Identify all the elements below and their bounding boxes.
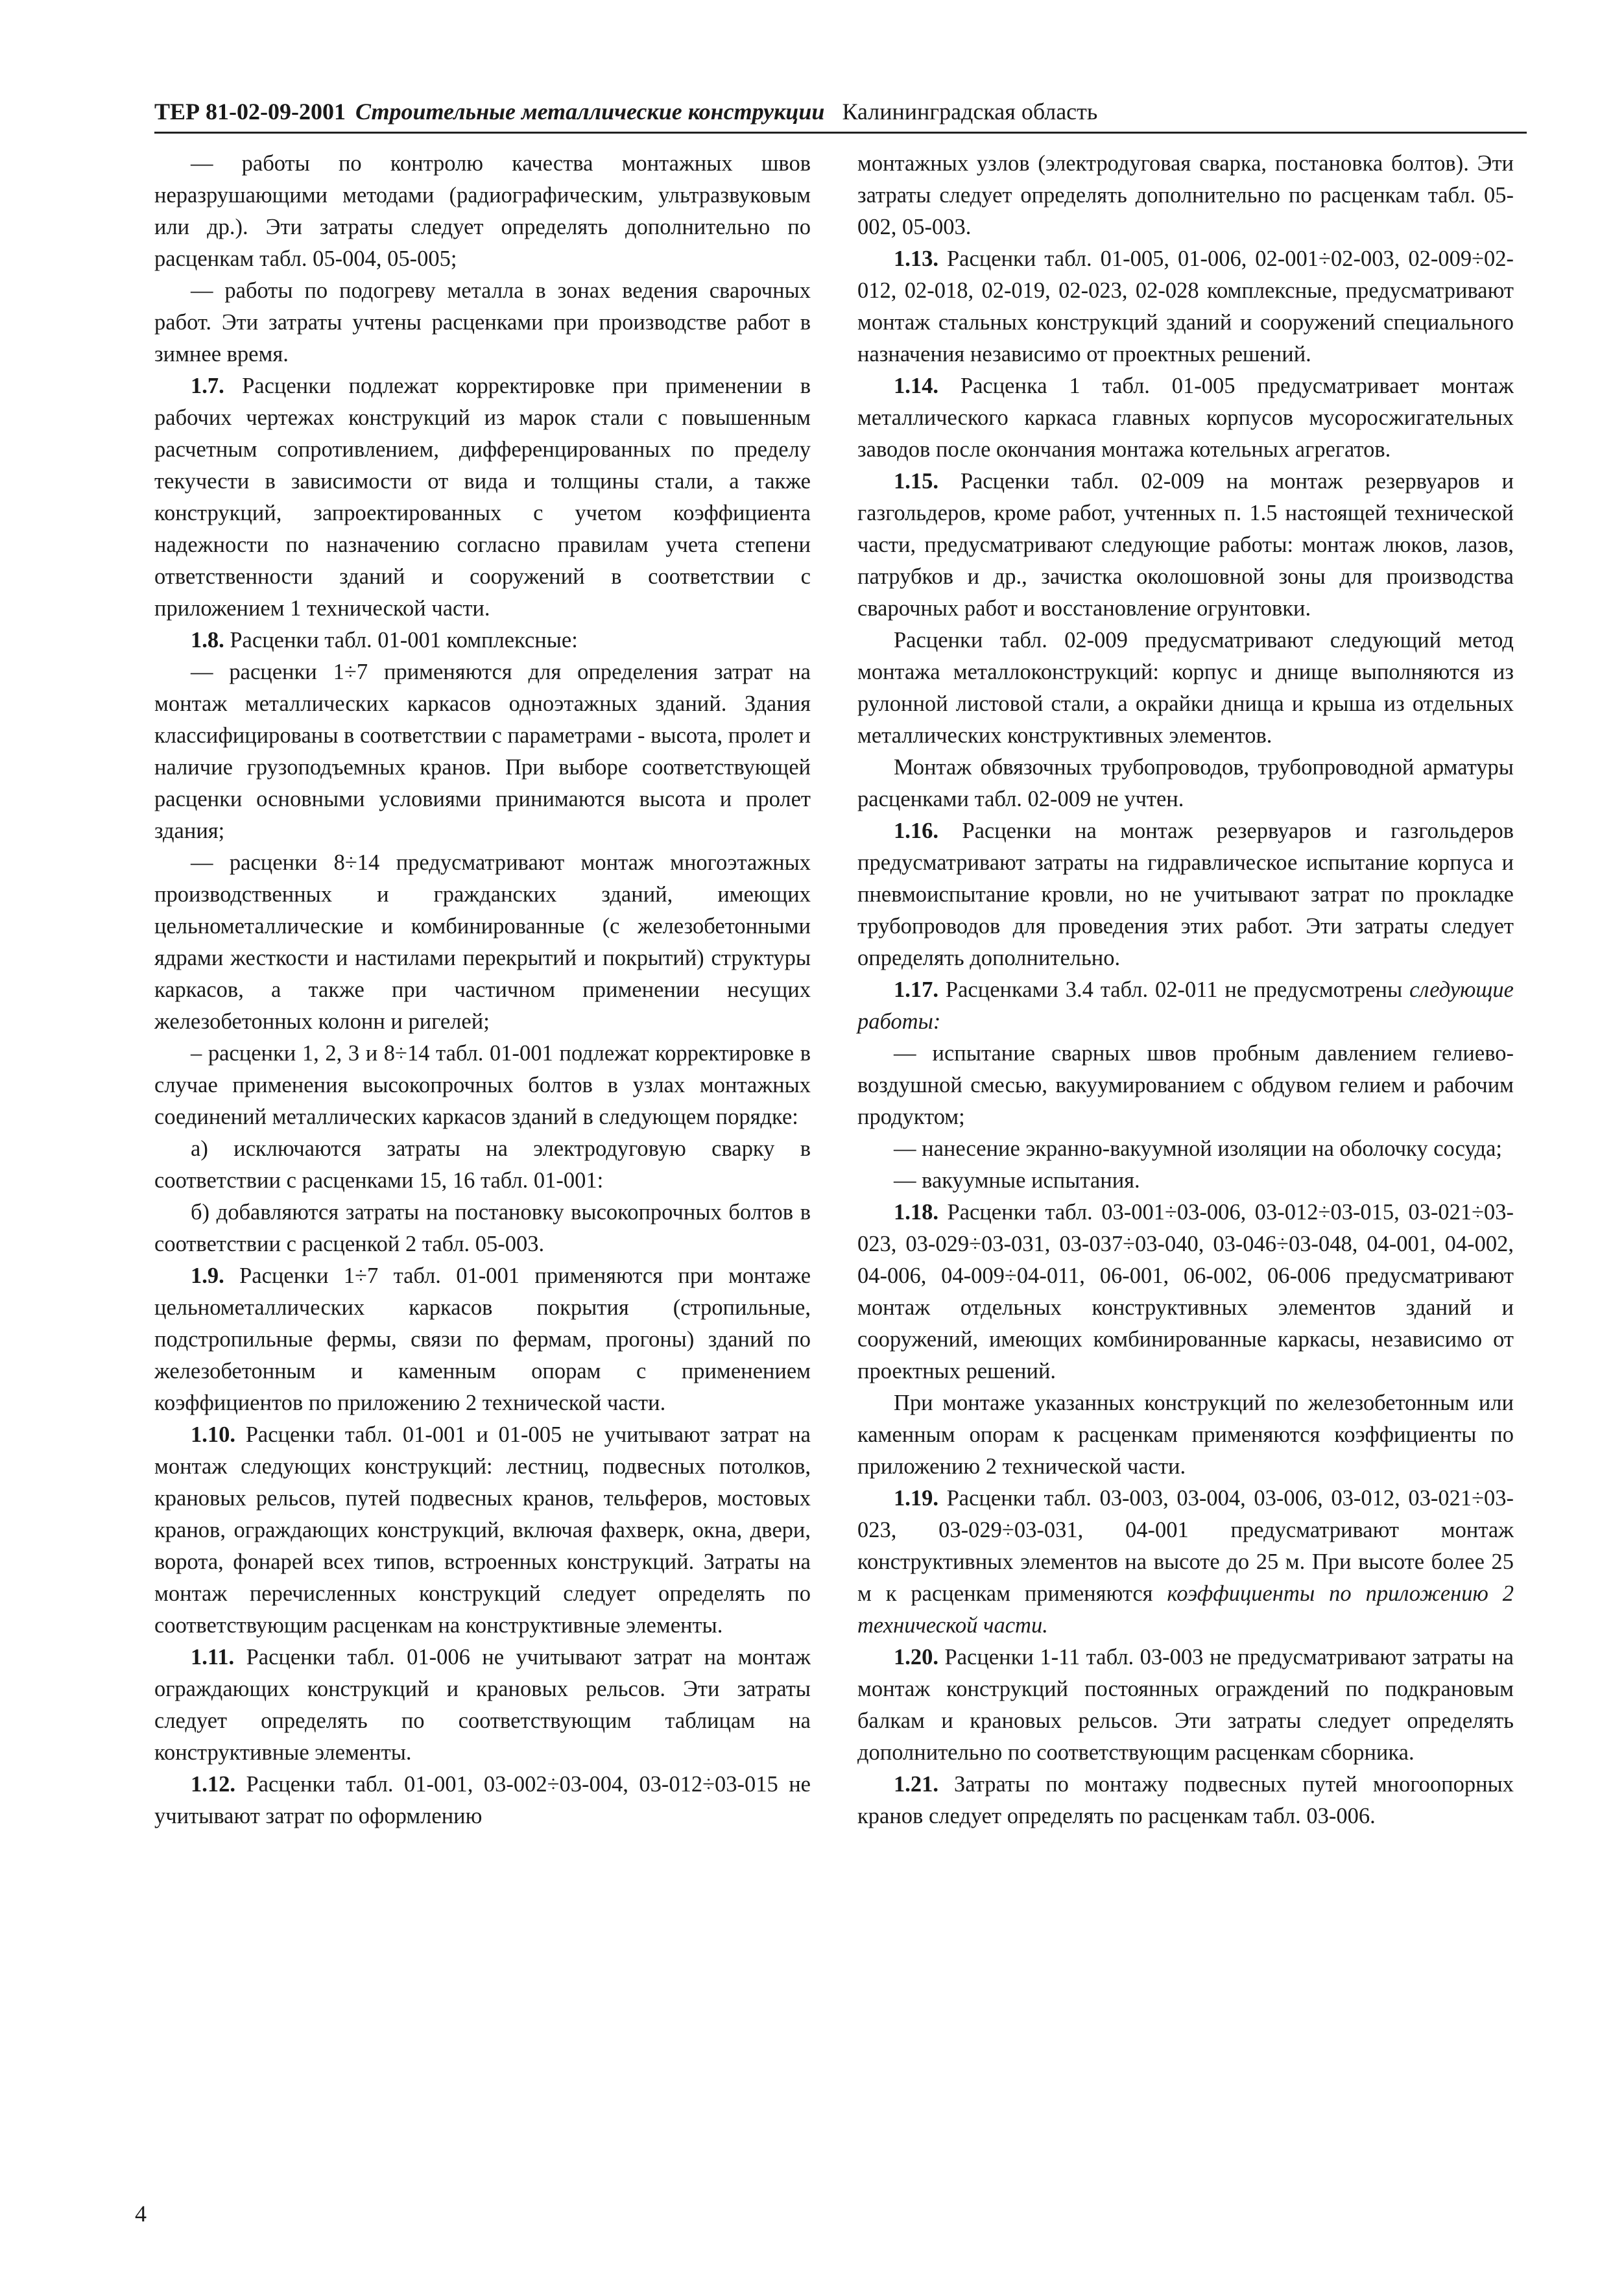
paragraph-text: Расценка 1 табл. 01-005 предусматривает монтаж металлического каркаса главных корпусов мусоросжигательных заводов после окончания монтажа котельных агрегатов. [857,374,1514,462]
clause-number: 1.17. [894,977,938,1002]
paragraph [857,815,1514,974]
paragraph [154,1769,811,1832]
clause-number: 1.16. [894,819,938,843]
paragraph [857,1642,1514,1769]
paragraph-text: При монтаже указанных конструкций по железобетонным или каменным опорам к расценкам применяются коэффициенты по приложению 2 технической части. [857,1391,1514,1479]
clause-number: 1.20. [894,1645,938,1669]
paragraph [154,656,811,847]
clause-number: 1.18. [894,1200,938,1225]
paragraph-text: Расценки табл. 03-001÷03-006, 03-012÷03-015, 03-021÷03-023, 03-029÷03-031, 03-037÷03-040, 03-046÷03-048, 04-001, 04-002, 04-006, 04-009÷04-011, 06-001, 06-002, 06-006 предусматривают монтаж отдельных конструктивных элементов зданий и сооружений, имеющих комбинированные каркасы, независимо от проектных решений. [857,1200,1514,1383]
paragraph-text: Расценки табл. 03-003, 03-004, 03-006, 03-012, 03-021÷03-023, 03-029÷03-031, 04-001 предусматривают монтаж конструктивных элементов на высоте до 25 м. При высоте более 25 м к расценкам применяются [857,1486,1514,1606]
paragraph-text: — испытание сварных швов пробным давлением гелиево-воздушной смесью, вакуумированием с обдувом гелием и рабочим продуктом; [857,1041,1514,1129]
paragraph [857,243,1514,370]
paragraph-text: Расценки табл. 01-001 комплексные: [230,628,578,652]
page-number: 4 [135,2201,147,2227]
paragraph [857,1483,1514,1642]
paragraph-text: – расценки 1, 2, 3 и 8÷14 табл. 01-001 подлежат корректировке в случае применения высокопрочных болтов в узлах монтажных соединений металлических каркасов зданий в следующем порядке: [154,1041,811,1129]
paragraph-text: Монтаж обвязочных трубопроводов, трубопроводной арматуры расценками табл. 02-009 не учтен. [857,755,1514,811]
paragraph-text: монтажных узлов (электродуговая сварка, постановка болтов). Эти затраты следует определять дополнительно по расценкам табл. 05-002, 05-003. [857,151,1514,239]
paragraph [857,974,1514,1038]
paragraph-text: — вакуумные испытания. [894,1168,1140,1193]
clause-number: 1.13. [894,246,938,271]
paragraph [154,1260,811,1419]
paragraph-text: б) добавляются затраты на постановку высокопрочных болтов в соответствии с расценкой 2 табл. 05-003. [154,1200,811,1256]
clause-number: 1.14. [894,374,938,398]
document-code: ТЕР 81-02-09-2001 [154,99,346,125]
paragraph-text: Расценки 1-11 табл. 03-003 не предусматривают затраты на монтаж конструкций постоянных ограждений по подкрановым балкам и крановых рельсов. Эти затраты следует определять дополнительно по соответствующим расценкам сборника. [857,1645,1514,1765]
italic-text: следующие работы: [857,977,1514,1034]
running-header [154,96,1527,127]
paragraph [154,370,811,625]
paragraph-text: Расценки табл. 01-001, 03-002÷03-004, 03-012÷03-015 не учитывают затрат по оформлению [154,1772,811,1828]
paragraph-text: — расценки 8÷14 предусматривают монтаж многоэтажных производственных и гражданских зданий, имеющих цельнометаллические и комбинированные (с железобетонными ядрами жесткости и настилами перекрытий и покрытий) структуры каркасов, а также при частичном применении несущих железобетонных колонн и ригелей; [154,850,811,1034]
left-column [154,148,811,1832]
paragraph [154,625,811,656]
clause-number: 1.12. [191,1772,235,1797]
paragraph-text: — работы по контролю качества монтажных швов неразрушающими методами (радиографическим, ультразвуковым или др.). Эти затраты следует определять дополнительно по расценкам табл. 05-004, 05-005; [154,151,811,271]
italic-text: коэффициенты по приложению 2 технической части. [857,1581,1514,1638]
paragraph [154,1419,811,1642]
clause-number: 1.7. [191,374,224,398]
paragraph [857,1133,1514,1165]
paragraph [857,1197,1514,1387]
paragraph [154,1133,811,1197]
paragraph-text: — расценки 1÷7 применяются для определения затрат на монтаж металлических каркасов одноэтажных зданий. Здания классифицированы в соответствии с параметрами - высота, пролет и наличие грузоподъемных кранов. При выборе соответствующей расценки основными условиями принимаются высота и пролет здания; [154,660,811,843]
paragraph-text: — работы по подогреву металла в зонах ведения сварочных работ. Эти затраты учтены расценками при производстве работ в зимнее время. [154,278,811,366]
paragraph-text: а) исключаются затраты на электродуговую сварку в соответствии с расценками 15, 16 табл. 01-001: [154,1136,811,1193]
paragraph [154,847,811,1038]
header-rule [154,132,1527,134]
paragraph-text: Расценки табл. 01-001 и 01-005 не учитывают затрат на монтаж следующих конструкций: лестниц, подвесных потолков, крановых рельсов, путей подвесных кранов, тельферов, мостовых кранов, ограждающих конструкций, включая фахверк, окна, двери, ворота, фонарей всех типов, встроенных конструкций. Затраты на монтаж перечисленных конструкций следует определять по соответствующим расценкам на конструктивные элементы. [154,1422,811,1638]
clause-number: 1.21. [894,1772,938,1797]
clause-number: 1.11. [191,1645,235,1669]
paragraph [857,752,1514,815]
paragraph-text: — нанесение экранно-вакуумной изоляции на оболочку сосуда; [894,1136,1503,1161]
paragraph [857,466,1514,625]
paragraph [857,1387,1514,1483]
paragraph [154,1038,811,1133]
paragraph-text: Расценки табл. 01-006 не учитывают затрат на монтаж ограждающих конструкций и крановых рельсов. Эти затраты следует определять по соответствующим таблицам на конструктивные элементы. [154,1645,811,1765]
paragraph-text: Расценки подлежат корректировке при применении в рабочих чертежах конструкций из марок стали с повышенным расчетным сопротивлением, дифференцированных по пределу текучести в зависимости от вида и толщины стали, а также конструкций, запроектированных с учетом коэффициента надежности по назначению согласно правилам учета степени ответственности зданий и сооружений в соответствии с приложением 1 технической части. [154,374,811,621]
paragraph [857,370,1514,466]
paragraph [154,1642,811,1769]
paragraph-text: Расценками 3.4 табл. 02-011 не предусмотрены [945,977,1403,1002]
paragraph-text: Расценки табл. 02-009 предусматривают следующий метод монтажа металлоконструкций: корпус и днище выполняются из рулонной листовой стали, а окрайки днища и крыша из отдельных металлических конструктивных элементов. [857,628,1514,748]
paragraph-text: Расценки табл. 01-005, 01-006, 02-001÷02-003, 02-009÷02-012, 02-018, 02-019, 02-023, 02-028 комплексные, предусматривают монтаж стальных конструкций зданий и сооружений специального назначения независимо от проектных решений. [857,246,1514,366]
paragraph-text: Расценки 1÷7 табл. 01-001 применяются при монтаже цельнометаллических каркасов покрытия (стропильные, подстропильные фермы, связи по фермам, прогоны) зданий по железобетонным и каменным опорам с применением коэффициентов по приложению 2 технической части. [154,1263,811,1415]
paragraph-text: Расценки на монтаж резервуаров и газгольдеров предусматривают затраты на гидравлическое испытание корпуса и пневмоиспытание кровли, но не учитывают затрат по прокладке трубопроводов для проведения этих работ. Эти затраты следует определять дополнительно. [857,819,1514,970]
paragraph [154,148,811,275]
paragraph [857,148,1514,243]
paragraph [857,1038,1514,1133]
clause-number: 1.19. [894,1486,938,1511]
paragraph [154,1197,811,1260]
clause-number: 1.9. [191,1263,224,1288]
document-title: Строительные металлические конструкции [355,99,825,125]
clause-number: 1.10. [191,1422,235,1447]
paragraph [154,275,811,370]
paragraph-text: Расценки табл. 02-009 на монтаж резервуаров и газгольдеров, кроме работ, учтенных п. 1.5 настоящей технической части, предусматривают следующие работы: монтаж люков, лазов, патрубков и др., зачистка околошовной зоны для производства сварочных работ и восстановление огрунтовки. [857,469,1514,621]
paragraph [857,1165,1514,1197]
region-name: Калининградская область [842,99,1098,125]
paragraph-text: Затраты по монтажу подвесных путей многоопорных кранов следует определять по расценкам табл. 03-006. [857,1772,1514,1828]
right-column [857,148,1514,1832]
clause-number: 1.8. [191,628,224,652]
clause-number: 1.15. [894,469,938,494]
paragraph [857,625,1514,752]
paragraph [857,1769,1514,1832]
